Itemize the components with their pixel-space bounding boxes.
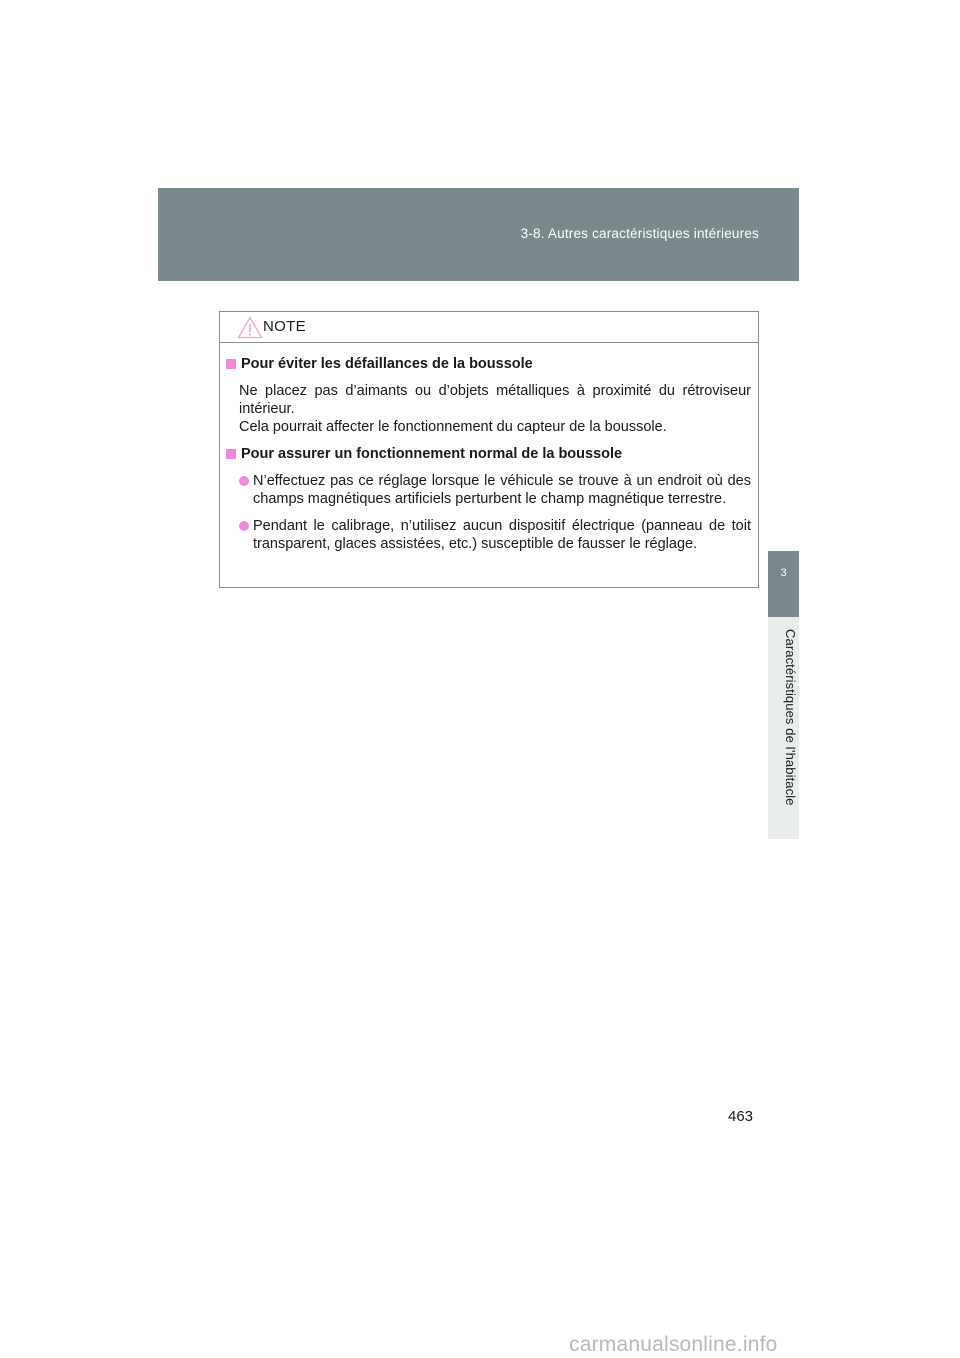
note-section-title [226, 445, 751, 463]
note-body [220, 343, 758, 553]
list-item-text: Pendant le calibrage, n’utilisez aucun dispositif électrique (panneau de toit transparent, glaces assistées, etc.) susceptible de fausser le réglage. [253, 518, 751, 552]
note-section-title [226, 355, 751, 373]
note-section-title-text: Pour assurer un fonctionnement normal de la boussole [241, 446, 623, 462]
note-box [219, 311, 759, 588]
note-header [220, 312, 758, 343]
chapter-tab [768, 551, 799, 617]
chapter-number: 3 [780, 567, 787, 579]
list-item [239, 517, 751, 553]
square-bullet-icon [226, 449, 236, 459]
page-number: 463 [728, 1108, 754, 1125]
chapter-title-tab [768, 617, 799, 839]
round-bullet-icon [239, 521, 249, 531]
list-item [239, 472, 751, 508]
paragraph-line: Ne placez pas d’aimants ou d’objets métalliques à proximité du rétroviseur intérieur. [239, 383, 751, 417]
note-label: NOTE [263, 318, 306, 335]
square-bullet-icon [226, 359, 236, 369]
note-section-title-text: Pour éviter les défaillances de la boussole [241, 356, 533, 372]
section-title: 3-8. Autres caractéristiques intérieures [520, 226, 759, 241]
round-bullet-icon [239, 476, 249, 486]
note-paragraph [239, 382, 751, 436]
list-item-text: N’effectuez pas ce réglage lorsque le véhicule se trouve à un endroit où des champs magnétiques artificiels perturbent le champ magnétique terrestre. [253, 473, 751, 507]
watermark: carmanualsonline.info [569, 1333, 778, 1356]
paragraph-line: Cela pourrait affecter le fonctionnement du capteur de la boussole. [239, 419, 667, 435]
warning-triangle-icon [237, 316, 263, 339]
header-band [158, 188, 799, 281]
chapter-title: Caractéristiques de l’habitacle [783, 629, 798, 806]
